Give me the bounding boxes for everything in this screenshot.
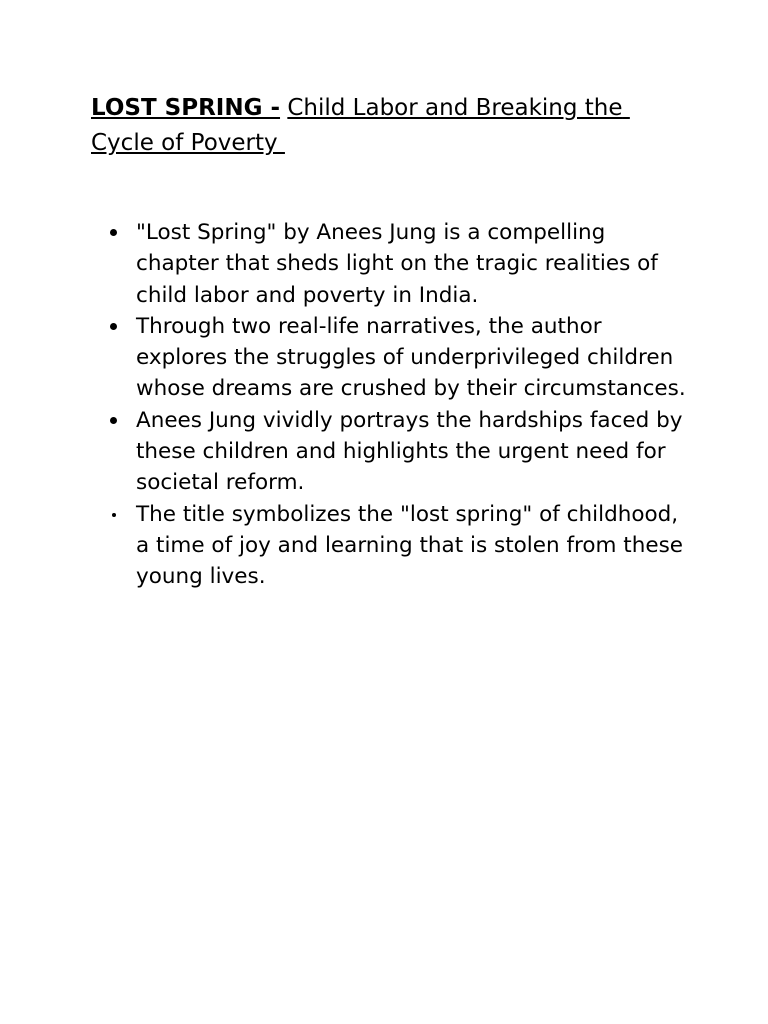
heading-subtitle: Child Labor and Breaking the Cycle of Poverty — [91, 95, 630, 156]
bullet-list — [91, 217, 691, 593]
list-item — [91, 311, 691, 405]
bullet-icon — [110, 417, 117, 424]
list-item — [91, 499, 691, 593]
list-item-text: The title symbolizes the "lost spring" of childhood, a time of joy and learning that is stolen from these young lives. — [136, 501, 684, 590]
bullet-icon — [110, 229, 117, 236]
bullet-icon — [112, 513, 116, 517]
list-item-text: Anees Jung vividly portrays the hardships faced by these children and highlights the urgent need for societal reform. — [136, 407, 683, 496]
document-heading — [91, 91, 691, 161]
bullet-icon — [110, 323, 117, 330]
list-item-text: Through two real-life narratives, the author explores the struggles of underprivileged children whose dreams are crushed by their circumstances. — [136, 313, 686, 402]
list-item — [91, 405, 691, 499]
list-item — [91, 217, 691, 311]
heading-title: LOST SPRING - — [91, 95, 281, 121]
list-item-text: "Lost Spring" by Anees Jung is a compelling chapter that sheds light on the tragic realities of child labor and poverty in India. — [136, 220, 658, 308]
